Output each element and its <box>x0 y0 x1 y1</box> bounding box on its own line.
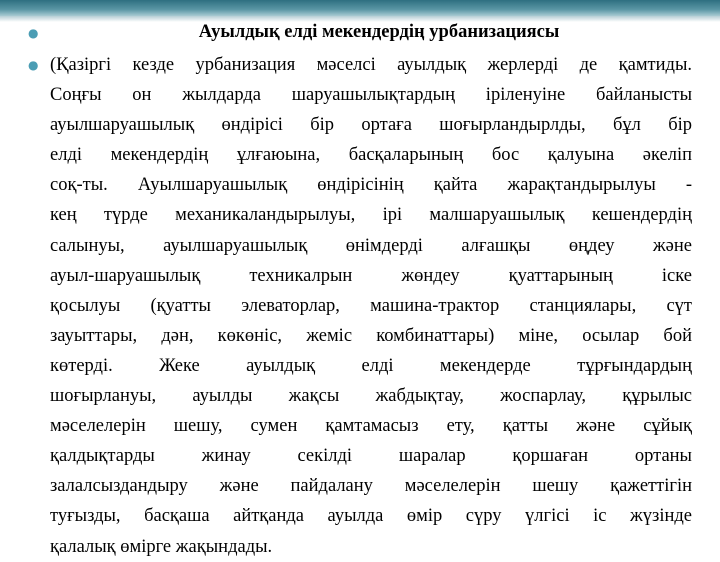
body-line: шоғырлануы, ауылды жақсы жабдықтау, жоспарлау, құрылыс <box>50 386 692 407</box>
body-line: кең түрде механикаландырылуы, ірі малшаруашылық кешендердің <box>50 205 692 226</box>
body-line: мәселелерін шешу, сумен қамтамасыз ету, қатты және сұйық <box>50 416 692 437</box>
slide-content <box>24 14 700 562</box>
body-bullet-item <box>24 50 700 562</box>
body-line: ауылшаруашылық өндірісі бір ортаға шоғырландырлды, бұл бір <box>50 115 692 136</box>
body-line: туғызды, басқаша айтқанда ауылда өмір сүру үлгісі іс жүзінде <box>50 506 692 527</box>
title-bullet-item <box>24 14 700 50</box>
body-line: залалсыздандыру және пайдалану мәселелерін шешу қажеттігін <box>50 476 692 497</box>
body-line: Соңғы он жылдарда шаруашылықтардың іріленуіне байланысты <box>50 85 692 106</box>
body-line: елді мекендердің ұлғаюына, басқаларының бос қалуына әкеліп <box>50 145 692 166</box>
body-line: зауыттары, дән, көкөніс, жеміс комбинаттары) міне, осылар бой <box>50 325 692 346</box>
body-line: қосылуы (қуатты элеваторлар, машина-трактор станциялары, сүт <box>50 295 692 316</box>
body-line: қалдықтарды жинау секілді шаралар қоршаған ортаны <box>50 446 692 467</box>
body-paragraph <box>50 50 700 562</box>
body-line: көтерді. Жеке ауылдық елді мекендерде тұрғындардың <box>50 355 692 376</box>
body-line: қалалық өмірге жақындады. <box>50 536 273 557</box>
body-line: ауыл-шаруашылық техникалрын жөндеу қуаттарының іске <box>50 265 692 286</box>
bullet-icon: ● <box>28 26 39 40</box>
body-line: (Қазіргі кезде урбанизация мәселсі ауылдық жерлерді де қамтиды. <box>50 55 692 75</box>
slide-title: Ауылдық елді мекендердің урбанизациясы <box>198 22 560 42</box>
bullet-icon: ● <box>28 58 39 72</box>
body-line: салынуы, ауылшаруашылық өнімдерді алғашқы өңдеу және <box>50 235 692 256</box>
body-line: соқ-ты. Ауылшаруашылық өндірісінің қайта жарақтандырылуы - <box>50 175 692 196</box>
